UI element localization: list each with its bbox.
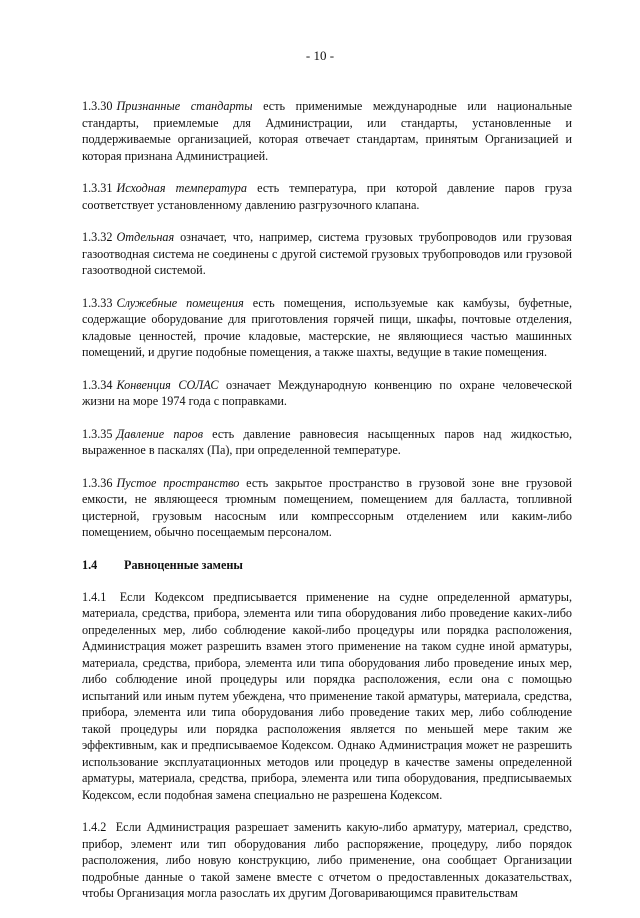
clause-paragraph [82,589,572,804]
clause-number: 1.3.33 [82,295,113,310]
definition-text: означает Международную конвенцию по охране человеческой жизни на море 1974 года с поправками. [82,377,572,408]
clause-text: Если Администрация разрешает заменить какую-либо арматуру, материал, средство, прибор, элемент или тип оборудования либо распоряжение, процедуру, либо порядок расположения, либо новую конструкцию, либо применение, она сообщает Организации подробные данные о такой замене вместе с отчетом о предоставленных доказательствах, чтобы Организация могла разослать их другим Договаривающимся правительствам [82,820,573,900]
clause-number: 1.3.30 [82,99,113,113]
clause-number: 1.3.35 [82,426,113,441]
section-number: 1.4 [82,557,98,572]
definition-text: есть применимые международные или национальные стандарты, приемлемые для Администрации, или стандарты, установленные и поддерживаемые организацией, которая отвечает стандартам, принятым Организацией и которая признана Администрацией. [82,99,573,163]
definition-text: есть закрытое пространство в грузовой зоне вне грузовой емкости, не являющееся трюмным помещением, помещением для балласта, топливной цистерной, грузовым насосным или компрессорным отделением или каким-либо помещением, обычно посещаемым персоналом. [82,475,572,539]
definition-paragraph [82,426,572,459]
defined-term: Служебные помещения [116,295,244,310]
definition-paragraph [82,295,572,361]
section-title: Равноценные замены [124,557,243,572]
definition-text: есть помещения, используемые как камбузы, буфетные, содержащие оборудование для приготовления горячей пищи, шкафы, почтовые отделения, кладовые ценностей, прочие кладовые, мастерские, не являющиеся частью машинных помещений, и другие подобные помещения, а также шахты, ведущие в такие помещения. [82,295,573,359]
definition-paragraph [82,180,572,213]
definition-paragraph [82,229,572,279]
document-body [82,98,572,918]
defined-term: Пустое пространство [116,475,240,490]
clause-text: Если Кодексом предписывается применение на судне определенной арматуры, материала, средства, прибора, элемента или типа оборудования либо проведение каких-либо определенных мер, либо соблюдение какой-либо процедуры или порядка расположения, Администрация может разрешить взамен этого применение на таком судне иной арматуры, материала, средства, прибора, элемента или типа оборудования либо проведение иных мер, либо соблюдение иной процедуры или порядка расположения, если она с помощью испытаний или иным путем убеждена, что применение такой арматуры, материала, средства, прибора, элемента или типа оборудования либо проведение таких мер, либо соблюдение такой процедуры или порядка расположения является по меньшей мере таким же эффективным, как и предписываемое Кодексом. Однако Администрация может не разрешить использование эксплуатационных методов или процедур в качестве замены определенной арматуры, материала, средства, прибора, элемента или типа оборудования, предписываемых Кодексом, если подобная замена специально не разрешена Кодексом. [82,589,572,802]
clause-number: 1.4.1 [82,589,107,604]
clause-number: 1.3.31 [82,181,113,195]
definition-text: есть давление равновесия насыщенных паров над жидкостью, выраженное в паскалях (Па), при определенной температуре. [82,426,572,457]
definition-text: есть температура, при которой давление паров груза соответствует установленному давлению разгрузочного клапана. [82,181,573,212]
clause-number: 1.3.34 [82,377,113,392]
clause-number: 1.3.36 [82,475,113,490]
definition-paragraph [82,98,572,164]
defined-term: Давление паров [116,426,204,441]
definition-paragraph [82,475,572,541]
clause-paragraph [82,819,572,902]
section-heading [82,557,572,573]
definition-paragraph [82,377,572,410]
clause-number: 1.3.32 [82,230,113,244]
clause-number: 1.4.2 [82,820,107,834]
defined-term: Исходная температура [116,181,247,195]
page-number: - 10 - [305,48,335,63]
defined-term: Отдельная [116,230,175,244]
defined-term: Признанные стандарты [116,99,253,113]
definition-text: означает, что, например, система грузовых трубопроводов или грузовая газоотводная система не соединены с другой системой грузовых трубопроводов или грузовой газоотводной системой. [82,230,573,277]
defined-term: Конвенция СОЛАС [116,377,219,392]
